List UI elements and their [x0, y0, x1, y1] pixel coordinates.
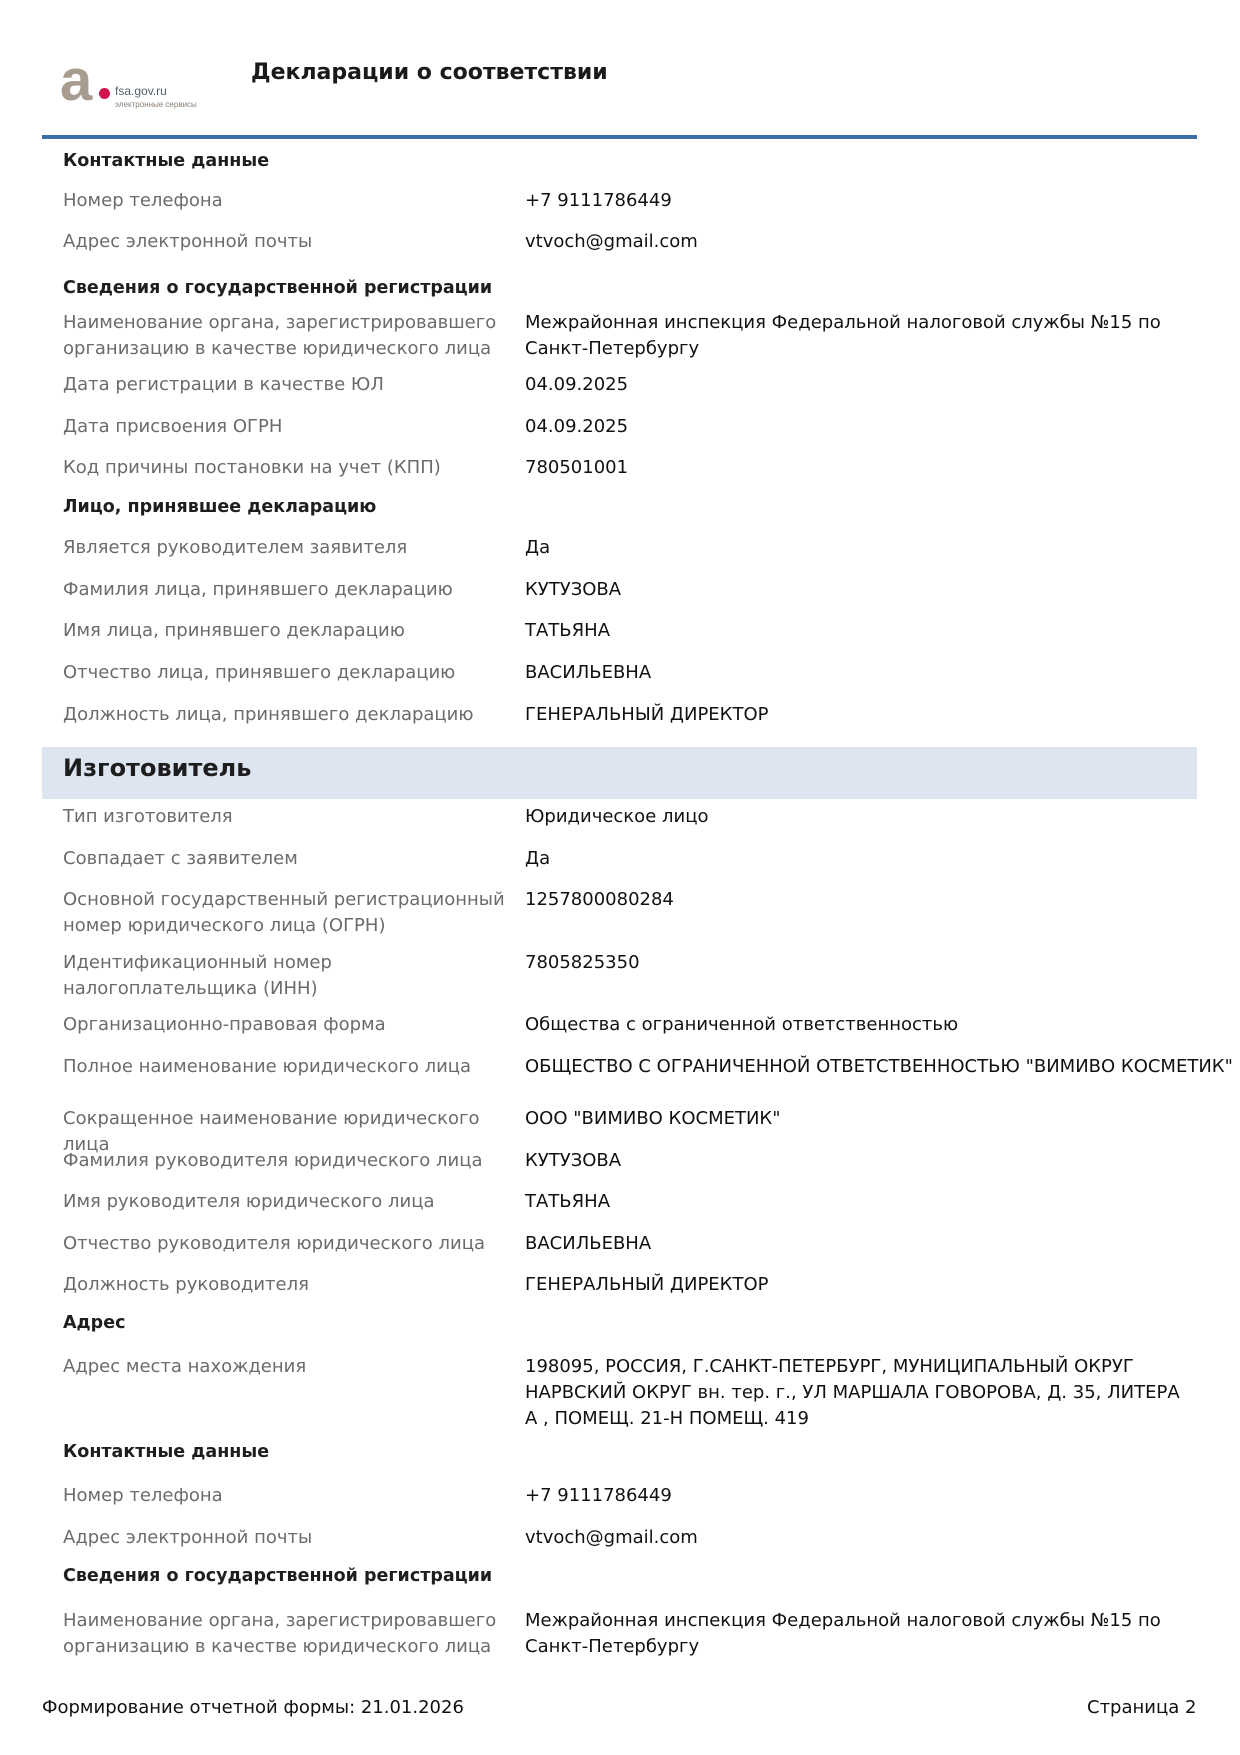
field-row: [42, 188, 1197, 229]
subhead-contacts: Контактные данные: [63, 151, 270, 171]
field-value: +7 9111786449: [525, 190, 672, 211]
field-value: ООО "ВИМИВО КОСМЕТИК": [525, 1108, 781, 1129]
field-row: [42, 1478, 1197, 1520]
field-row: [42, 577, 1197, 618]
field-label: Идентификационный номер налогоплательщика (ИНН): [63, 952, 332, 999]
field-row: [42, 1007, 1197, 1049]
field-label: Тип изготовителя: [63, 806, 233, 827]
field-row: [42, 882, 1197, 945]
field-row: [42, 372, 1197, 414]
field-value: ТАТЬЯНА: [525, 620, 611, 641]
field-label: Должность лица, принявшего декларацию: [63, 704, 474, 725]
field-value: ВАСИЛЬЕВНА: [525, 1233, 652, 1254]
field-label: Дата присвоения ОГРН: [63, 416, 283, 437]
field-row: [42, 1520, 1197, 1561]
subhead-state-registration: Сведения о государственной регистрации: [63, 1566, 493, 1586]
logo-site-name: fsa.gov.ru: [115, 84, 167, 98]
field-row: [42, 841, 1197, 882]
subhead-state-registration: Сведения о государственной регистрации: [63, 278, 493, 298]
subhead-contacts: Контактные данные: [63, 1442, 270, 1462]
logo-letter-icon: a: [60, 48, 93, 113]
field-label: Полное наименование юридического лица: [63, 1056, 472, 1077]
field-row: [42, 618, 1197, 660]
subhead-declarant-person: Лицо, принявшее декларацию: [63, 497, 377, 517]
field-label: Наименование органа, зарегистрировавшего организацию в качестве юридического лица: [63, 312, 497, 359]
field-value: 1257800080284: [525, 889, 674, 910]
field-value: Межрайонная инспекция Федеральной налоговой службы №15 по Санкт-Петербургу: [525, 312, 1161, 359]
field-value: 198095, РОССИЯ, Г.САНКТ-ПЕТЕРБУРГ, МУНИЦИПАЛЬНЫЙ ОКРУГ НАРВСКИЙ ОКРУГ вн. тер. г., УЛ МАРШАЛА ГОВОРОВА, Д. 35, ЛИТЕРА А , ПОМЕЩ. 21-Н ПОМЕЩ. 419: [525, 1356, 1180, 1429]
page-header: [42, 0, 1197, 140]
field-label: Имя лица, принявшего декларацию: [63, 620, 405, 641]
field-value: ОБЩЕСТВО С ОГРАНИЧЕННОЙ ОТВЕТСТВЕННОСТЬЮ "ВИМИВО КОСМЕТИК": [525, 1056, 1233, 1077]
field-label: Имя руководителя юридического лица: [63, 1191, 435, 1212]
field-value: 780501001: [525, 457, 629, 478]
field-label: Сокращенное наименование юридического лица: [63, 1108, 480, 1155]
field-value: 7805825350: [525, 952, 640, 973]
field-row: [42, 702, 1197, 747]
field-value: Межрайонная инспекция Федеральной налоговой службы №15 по Санкт-Петербургу: [525, 1610, 1161, 1657]
field-label: Наименование органа, зарегистрировавшего организацию в качестве юридического лица: [63, 1610, 497, 1657]
field-label: Адрес места нахождения: [63, 1356, 307, 1377]
field-row: [42, 1349, 1197, 1437]
field-row: [42, 1184, 1197, 1226]
field-row: [42, 1143, 1197, 1184]
field-value: ГЕНЕРАЛЬНЫЙ ДИРЕКТОР: [525, 1274, 769, 1295]
field-label: Адрес электронной почты: [63, 231, 313, 252]
field-row: [42, 660, 1197, 702]
section-manufacturer: [42, 747, 1197, 799]
field-row: [42, 1049, 1233, 1101]
section-title: Изготовитель: [63, 754, 252, 782]
field-label: Фамилия руководителя юридического лица: [63, 1150, 483, 1171]
field-value: 04.09.2025: [525, 416, 629, 437]
field-label: Номер телефона: [63, 1485, 223, 1506]
document-title: Декларации о соответствии: [251, 60, 608, 85]
field-label: Отчество лица, принявшего декларацию: [63, 662, 456, 683]
field-row: [42, 1267, 1197, 1308]
field-value: ВАСИЛЬЕВНА: [525, 662, 652, 683]
field-value: КУТУЗОВА: [525, 579, 622, 600]
field-value: Да: [525, 848, 551, 869]
field-value: КУТУЗОВА: [525, 1150, 622, 1171]
field-label: Является руководителем заявителя: [63, 537, 408, 558]
report-date: Формирование отчетной формы: 21.01.2026: [42, 1697, 464, 1718]
field-value: 04.09.2025: [525, 374, 629, 395]
field-row: [42, 229, 1197, 276]
field-value: vtvoch@gmail.com: [525, 231, 698, 252]
subhead-address: Адрес: [63, 1313, 126, 1333]
logo-subtitle: электронные сервисы: [115, 100, 197, 109]
field-label: Дата регистрации в качестве ЮЛ: [63, 374, 384, 395]
field-row: [42, 1603, 1197, 1665]
field-row: [42, 455, 1197, 495]
fsa-logo: [60, 48, 260, 116]
field-row: [42, 535, 1197, 577]
field-value: Общества с ограниченной ответственностью: [525, 1014, 959, 1035]
field-label: Организационно-правовая форма: [63, 1014, 386, 1035]
field-value: ГЕНЕРАЛЬНЫЙ ДИРЕКТОР: [525, 704, 769, 725]
logo-dot-icon: [99, 88, 110, 99]
field-value: Да: [525, 537, 551, 558]
field-row: [42, 799, 1197, 841]
field-label: Должность руководителя: [63, 1274, 309, 1295]
field-row: [42, 414, 1197, 455]
field-value: ТАТЬЯНА: [525, 1191, 611, 1212]
document-body: [42, 144, 1233, 1665]
field-value: vtvoch@gmail.com: [525, 1527, 698, 1548]
field-row: [42, 310, 1197, 372]
field-label: Номер телефона: [63, 190, 223, 211]
page-number: Страница 2: [1087, 1697, 1197, 1718]
header-divider: [42, 135, 1197, 139]
field-row: [42, 1101, 1197, 1155]
field-label: Адрес электронной почты: [63, 1527, 313, 1548]
field-value: +7 9111786449: [525, 1485, 672, 1506]
field-label: Отчество руководителя юридического лица: [63, 1233, 486, 1254]
field-label: Фамилия лица, принявшего декларацию: [63, 579, 453, 600]
field-label: Совпадает с заявителем: [63, 848, 298, 869]
field-label: Основной государственный регистрационный номер юридического лица (ОГРН): [63, 889, 505, 936]
field-row: [42, 945, 1197, 1007]
field-label: Код причины постановки на учет (КПП): [63, 457, 441, 478]
field-value: Юридическое лицо: [525, 806, 709, 827]
field-row: [42, 1226, 1197, 1267]
